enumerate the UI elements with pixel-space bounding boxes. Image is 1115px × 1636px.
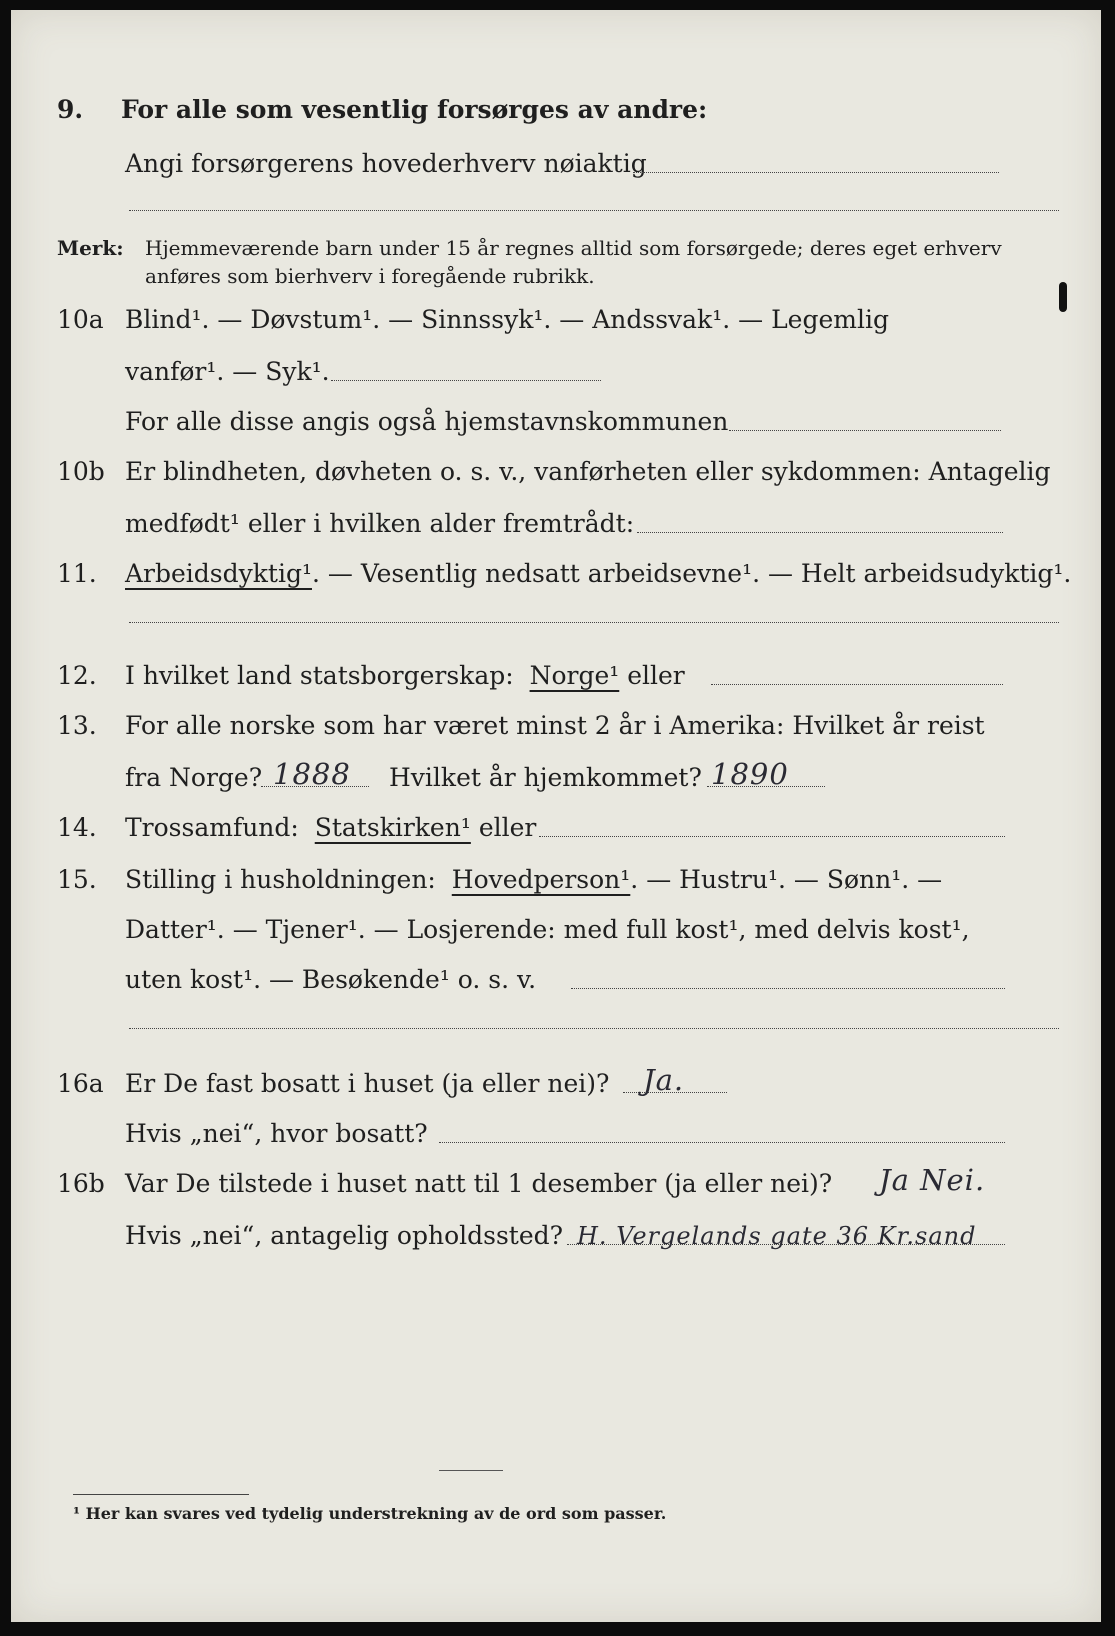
q13-line-2	[11, 758, 1101, 798]
q10b-line-1	[11, 452, 1101, 492]
q9-number: 9.	[57, 95, 84, 124]
merk-line-2	[11, 256, 1101, 296]
q15-rest: . — Hustru¹. — Sønn¹. —	[630, 865, 943, 894]
q15-text-2: Datter¹. — Tjener¹. — Losjerende: med full kost¹, med delvis kost¹,	[125, 915, 970, 944]
q10b-number: 10b	[57, 457, 105, 486]
footnote: ¹ Her kan svares ved tydelig understrekning av de ord som passer.	[73, 1504, 667, 1523]
q9-answer-field[interactable]	[633, 172, 999, 173]
q14-prompt: Trossamfund:	[125, 813, 299, 842]
q16a-answer: Ja.	[643, 1063, 685, 1097]
q12-text	[125, 656, 685, 696]
q10a-text-3: For alle disse angis også hjemstavnskommunen	[125, 407, 729, 436]
q11-extra-line[interactable]	[129, 622, 1059, 623]
q10b-line-2	[11, 504, 1101, 544]
merk-label: Merk:	[57, 236, 124, 260]
merk-text-1: Hjemmeværende barn under 15 år regnes alltid som forsørgede; deres eget erhverv	[145, 236, 1002, 260]
q16a-text-1: Er De fast bosatt i huset (ja eller nei)?	[125, 1069, 610, 1098]
q9-question-line	[11, 144, 1101, 184]
q10a-sick-field[interactable]	[331, 380, 601, 381]
q14-or: eller	[478, 813, 537, 842]
q9-title: For alle som vesentlig forsørges av andre:	[121, 95, 708, 124]
q10a-line-3	[11, 402, 1101, 442]
q16b-text-1: Var De tilstede i huset natt til 1 desember (ja eller nei)?	[125, 1169, 833, 1198]
q15-number: 15.	[57, 865, 97, 894]
q9-title-line	[11, 90, 1101, 130]
q15-line-1	[11, 860, 1101, 900]
q13-year-return-answer: 1890	[711, 757, 789, 791]
q11-option-arbeidsdyktig[interactable]: Arbeidsdyktig¹	[125, 559, 312, 588]
q11-rest: . — Vesentlig nedsatt arbeidsevne¹. — Helt arbeidsudyktig¹.	[311, 559, 1072, 588]
q10a-number: 10a	[57, 305, 104, 334]
q12-prompt: I hvilket land statsborgerskap:	[125, 661, 514, 690]
q13-number: 13.	[57, 711, 97, 740]
q9-question: Angi forsørgerens hovederhverv nøiaktig	[125, 149, 647, 178]
q12-answer-field[interactable]	[711, 684, 1003, 685]
q12-option-norge[interactable]: Norge¹	[529, 661, 620, 690]
q10a-text-2: vanfør¹. — Syk¹.	[125, 357, 330, 386]
q15-text-1	[125, 860, 942, 900]
q16a-text-2: Hvis „nei“, hvor bosatt?	[125, 1119, 428, 1148]
merk-text-2: anføres som bierhverv i foregående rubrikk.	[145, 264, 595, 288]
q16a-line-1	[11, 1064, 1101, 1104]
q15-answer-field[interactable]	[571, 988, 1005, 989]
q10a-line-2	[11, 352, 1101, 392]
q10b-text-2: medfødt¹ eller i hvilken alder fremtrådt:	[125, 509, 635, 538]
q11-number: 11.	[57, 559, 97, 588]
q12-line	[11, 656, 1101, 696]
q13-left-label: fra Norge?	[125, 763, 263, 792]
q15-option-hovedperson[interactable]: Hovedperson¹	[451, 865, 631, 894]
q16b-line-2	[11, 1216, 1101, 1256]
closing-dash	[439, 1470, 503, 1471]
q13-text-1: For alle norske som har været minst 2 år i Amerika: Hvilket år reist	[125, 711, 985, 740]
q16a-number: 16a	[57, 1069, 104, 1098]
q15-line-2	[11, 910, 1101, 950]
q15-text-3: uten kost¹. — Besøkende¹ o. s. v.	[125, 965, 537, 994]
q12-or: eller	[627, 661, 685, 690]
q10b-answer-field[interactable]	[637, 532, 1003, 533]
census-form-page	[11, 10, 1101, 1622]
q16b-line-1	[11, 1164, 1101, 1204]
q13-return-label: Hvilket år hjemkommet?	[389, 763, 702, 792]
q14-line	[11, 808, 1101, 848]
q9-extra-line[interactable]	[129, 210, 1059, 211]
q10a-text-1: Blind¹. — Døvstum¹. — Sinnssyk¹. — Andssvak¹. — Legemlig	[125, 305, 889, 334]
q13-year-left-answer: 1888	[273, 757, 351, 791]
q16b-answer: Ja Nei.	[879, 1163, 986, 1197]
q12-number: 12.	[57, 661, 97, 690]
footnote-separator	[73, 1494, 249, 1495]
q10a-line-1	[11, 300, 1101, 340]
q10a-home-municipality-field[interactable]	[729, 430, 1001, 431]
q11-line	[11, 554, 1101, 594]
q15-extra-line[interactable]	[129, 1028, 1059, 1029]
q16b-number: 16b	[57, 1169, 105, 1198]
q14-option-statskirken[interactable]: Statskirken¹	[314, 813, 471, 842]
q15-prompt: Stilling i husholdningen:	[125, 865, 436, 894]
q16b-whereabouts-answer: H. Vergelands gate 36 Kr.sand	[577, 1222, 977, 1250]
q13-line-1	[11, 706, 1101, 746]
q14-number: 14.	[57, 813, 97, 842]
q16b-text-2: Hvis „nei“, antagelig opholdssted?	[125, 1221, 564, 1250]
q15-line-3	[11, 960, 1101, 1000]
q14-text	[125, 808, 536, 848]
q14-answer-field[interactable]	[539, 836, 1005, 837]
q16a-line-2	[11, 1114, 1101, 1154]
q16a-where-field[interactable]	[439, 1142, 1005, 1143]
q11-text	[125, 554, 1071, 594]
q10b-text-1: Er blindheten, døvheten o. s. v., vanførheten eller sykdommen: Antagelig	[125, 457, 1051, 486]
